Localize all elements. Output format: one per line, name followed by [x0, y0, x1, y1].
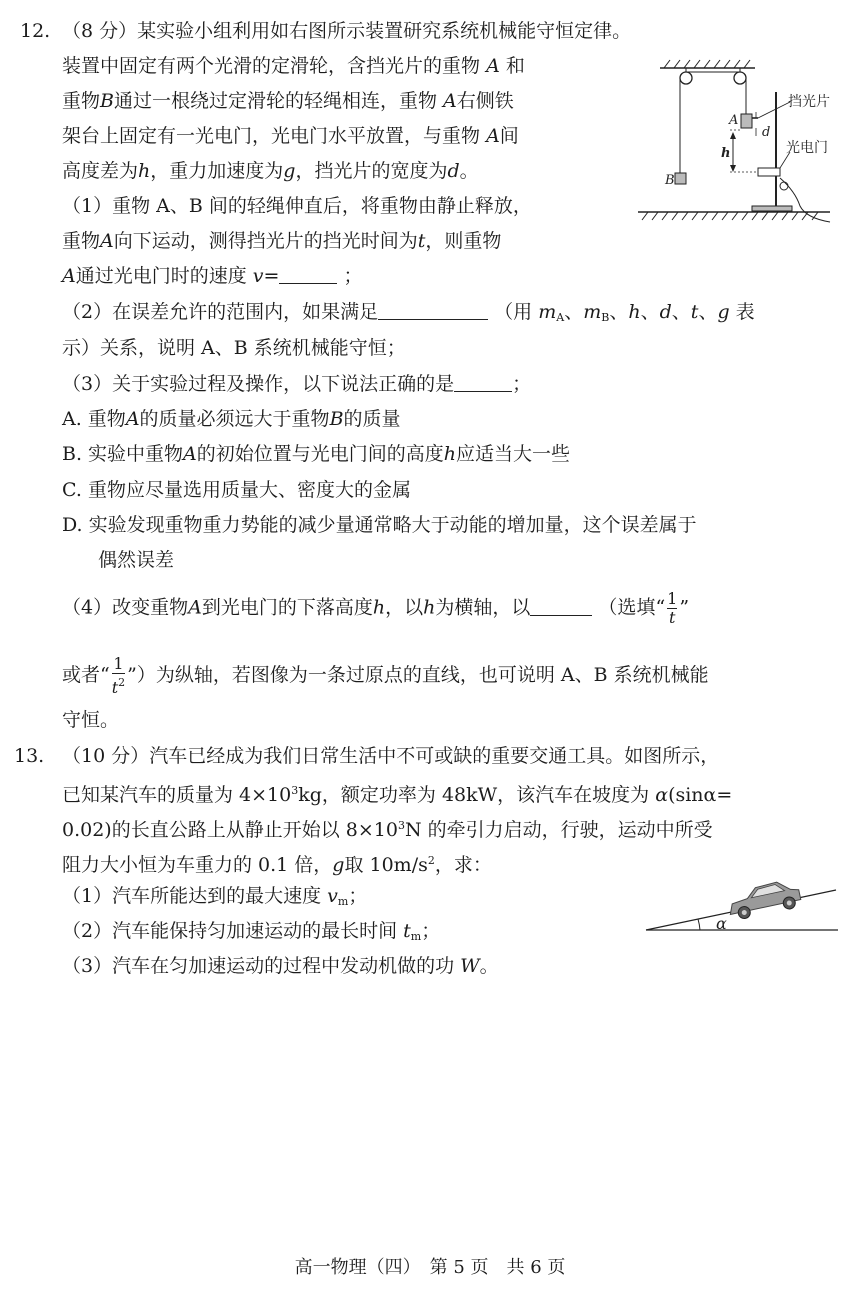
q12-part3-answer-blank [454, 371, 512, 392]
weight-a-icon [741, 114, 752, 128]
q12-part4-line-2: 或者“ $\frac{1}{t^2}$ ”）为纵轴，若图像为一条过原点的直线，也可说明 A、B 系统机械能 [62, 654, 709, 697]
page-footer: 高一物理（四） 第 5 页 共 6 页 [294, 1257, 566, 1278]
fraction-one-over-t-squared: $\frac{1}{t^2}$ [111, 654, 126, 697]
q12-part4-answer-blank [530, 595, 592, 616]
angle-alpha-label: α [716, 914, 727, 933]
car-icon [726, 878, 802, 921]
q12-option-c: C. 重物应尽量选用质量大、密度大的金属 [62, 479, 411, 501]
q12-part3: （3）关于实验过程及操作，以下说法正确的是 ； [62, 373, 532, 395]
q12-number: 12. [20, 20, 51, 42]
q12-intro-line-4: 高度差为h，重力加速度为g，挡光片的宽度为d。 [62, 160, 479, 182]
q12-option-d-line-1: D. 实验发现重物重力势能的减少量通常略大于动能的增加量，这个误差属于 [62, 514, 697, 536]
q12-option-d-line-2: 偶然误差 [98, 549, 175, 571]
q13-line-2: 已知某汽车的质量为 $4\times 10^3kg$，额定功率为 48kW，该汽车在坡度为 α(sinα= [62, 784, 733, 806]
q13-line-3: 0.02)的长直公路上从静止开始以 $8\times 10^3N$ 的牵引力启动，行驶，运动中所受 [62, 819, 713, 841]
q12-part2-line-1: （2）在误差允许的范围内，如果满足 （用 $m_A$、$m_B$、h、d、t、g 表 [62, 301, 755, 324]
svg-text:B: B [665, 173, 675, 188]
label-guangdianmen: 光电门 [786, 140, 828, 156]
q12-part1-line-3: A通过光电门时的速度 v= ； [62, 265, 363, 287]
q13-sub-2: （2）汽车能保持匀加速运动的最长时间 $t_m$； [62, 920, 441, 943]
label-dangguangpian: 挡光片 [788, 94, 830, 110]
q13-car-slope-diagram [640, 870, 840, 940]
q13-line-4: 阻力大小恒为车重力的 0.1 倍，g取 $10m/s^2$，求： [62, 854, 492, 876]
q12-intro-line-1: 装置中固定有两个光滑的定滑轮，含挡光片的重物 A 和 [62, 55, 525, 77]
q13-sub-1: （1）汽车所能达到的最大速度 $v_m$； [62, 885, 368, 908]
q12-apparatus-diagram [630, 56, 845, 226]
q12-part1-line-1: （1）重物 A、B 间的轻绳伸直后，将重物由静止释放， [62, 195, 532, 217]
q12-part4-line-1: （4）改变重物A到光电门的下落高度h，以h为横轴，以 （选填“ $\frac{1}{t}$ ” [62, 589, 690, 627]
q12-header: （8 分）某实验小组利用如右图所示装置研究系统机械能守恒定律。 [62, 20, 632, 42]
q12-part4-line-3: 守恒。 [62, 709, 120, 731]
svg-text:d: d [762, 125, 771, 140]
q12-part1-line-2: 重物A向下运动，测得挡光片的挡光时间为t，则重物 [62, 230, 502, 252]
q12-part2-line-2: 示）关系，说明 A、B 系统机械能守恒； [62, 337, 406, 359]
q12-option-b: B. 实验中重物A的初始位置与光电门间的高度h应适当大一些 [62, 443, 571, 465]
svg-text:h: h [721, 146, 731, 161]
q13-line-1: （10 分）汽车已经成为我们日常生活中不可或缺的重要交通工具。如图所示， [62, 745, 720, 767]
q12-part1-answer-blank [279, 263, 337, 284]
q12-intro-line-3: 架台上固定有一光电门，光电门水平放置，与重物 A间 [62, 125, 519, 147]
pulley-right-icon [734, 72, 746, 84]
q12-intro-line-2: 重物B通过一根绕过定滑轮的轻绳相连，重物 A右侧铁 [62, 90, 514, 112]
q13-number: 13. [14, 745, 45, 767]
q13-sub-3: （3）汽车在匀加速运动的过程中发动机做的功 W。 [62, 955, 499, 977]
fraction-one-over-t: $\frac{1}{t}$ [667, 589, 678, 627]
weight-b-icon [675, 173, 686, 184]
q12-part2-answer-blank [378, 299, 488, 320]
q12-option-a: A. 重物A的质量必须远大于重物B的质量 [62, 408, 401, 430]
svg-text:A: A [729, 113, 739, 128]
photogate-connector-icon [780, 182, 788, 190]
pulley-left-icon [680, 72, 692, 84]
